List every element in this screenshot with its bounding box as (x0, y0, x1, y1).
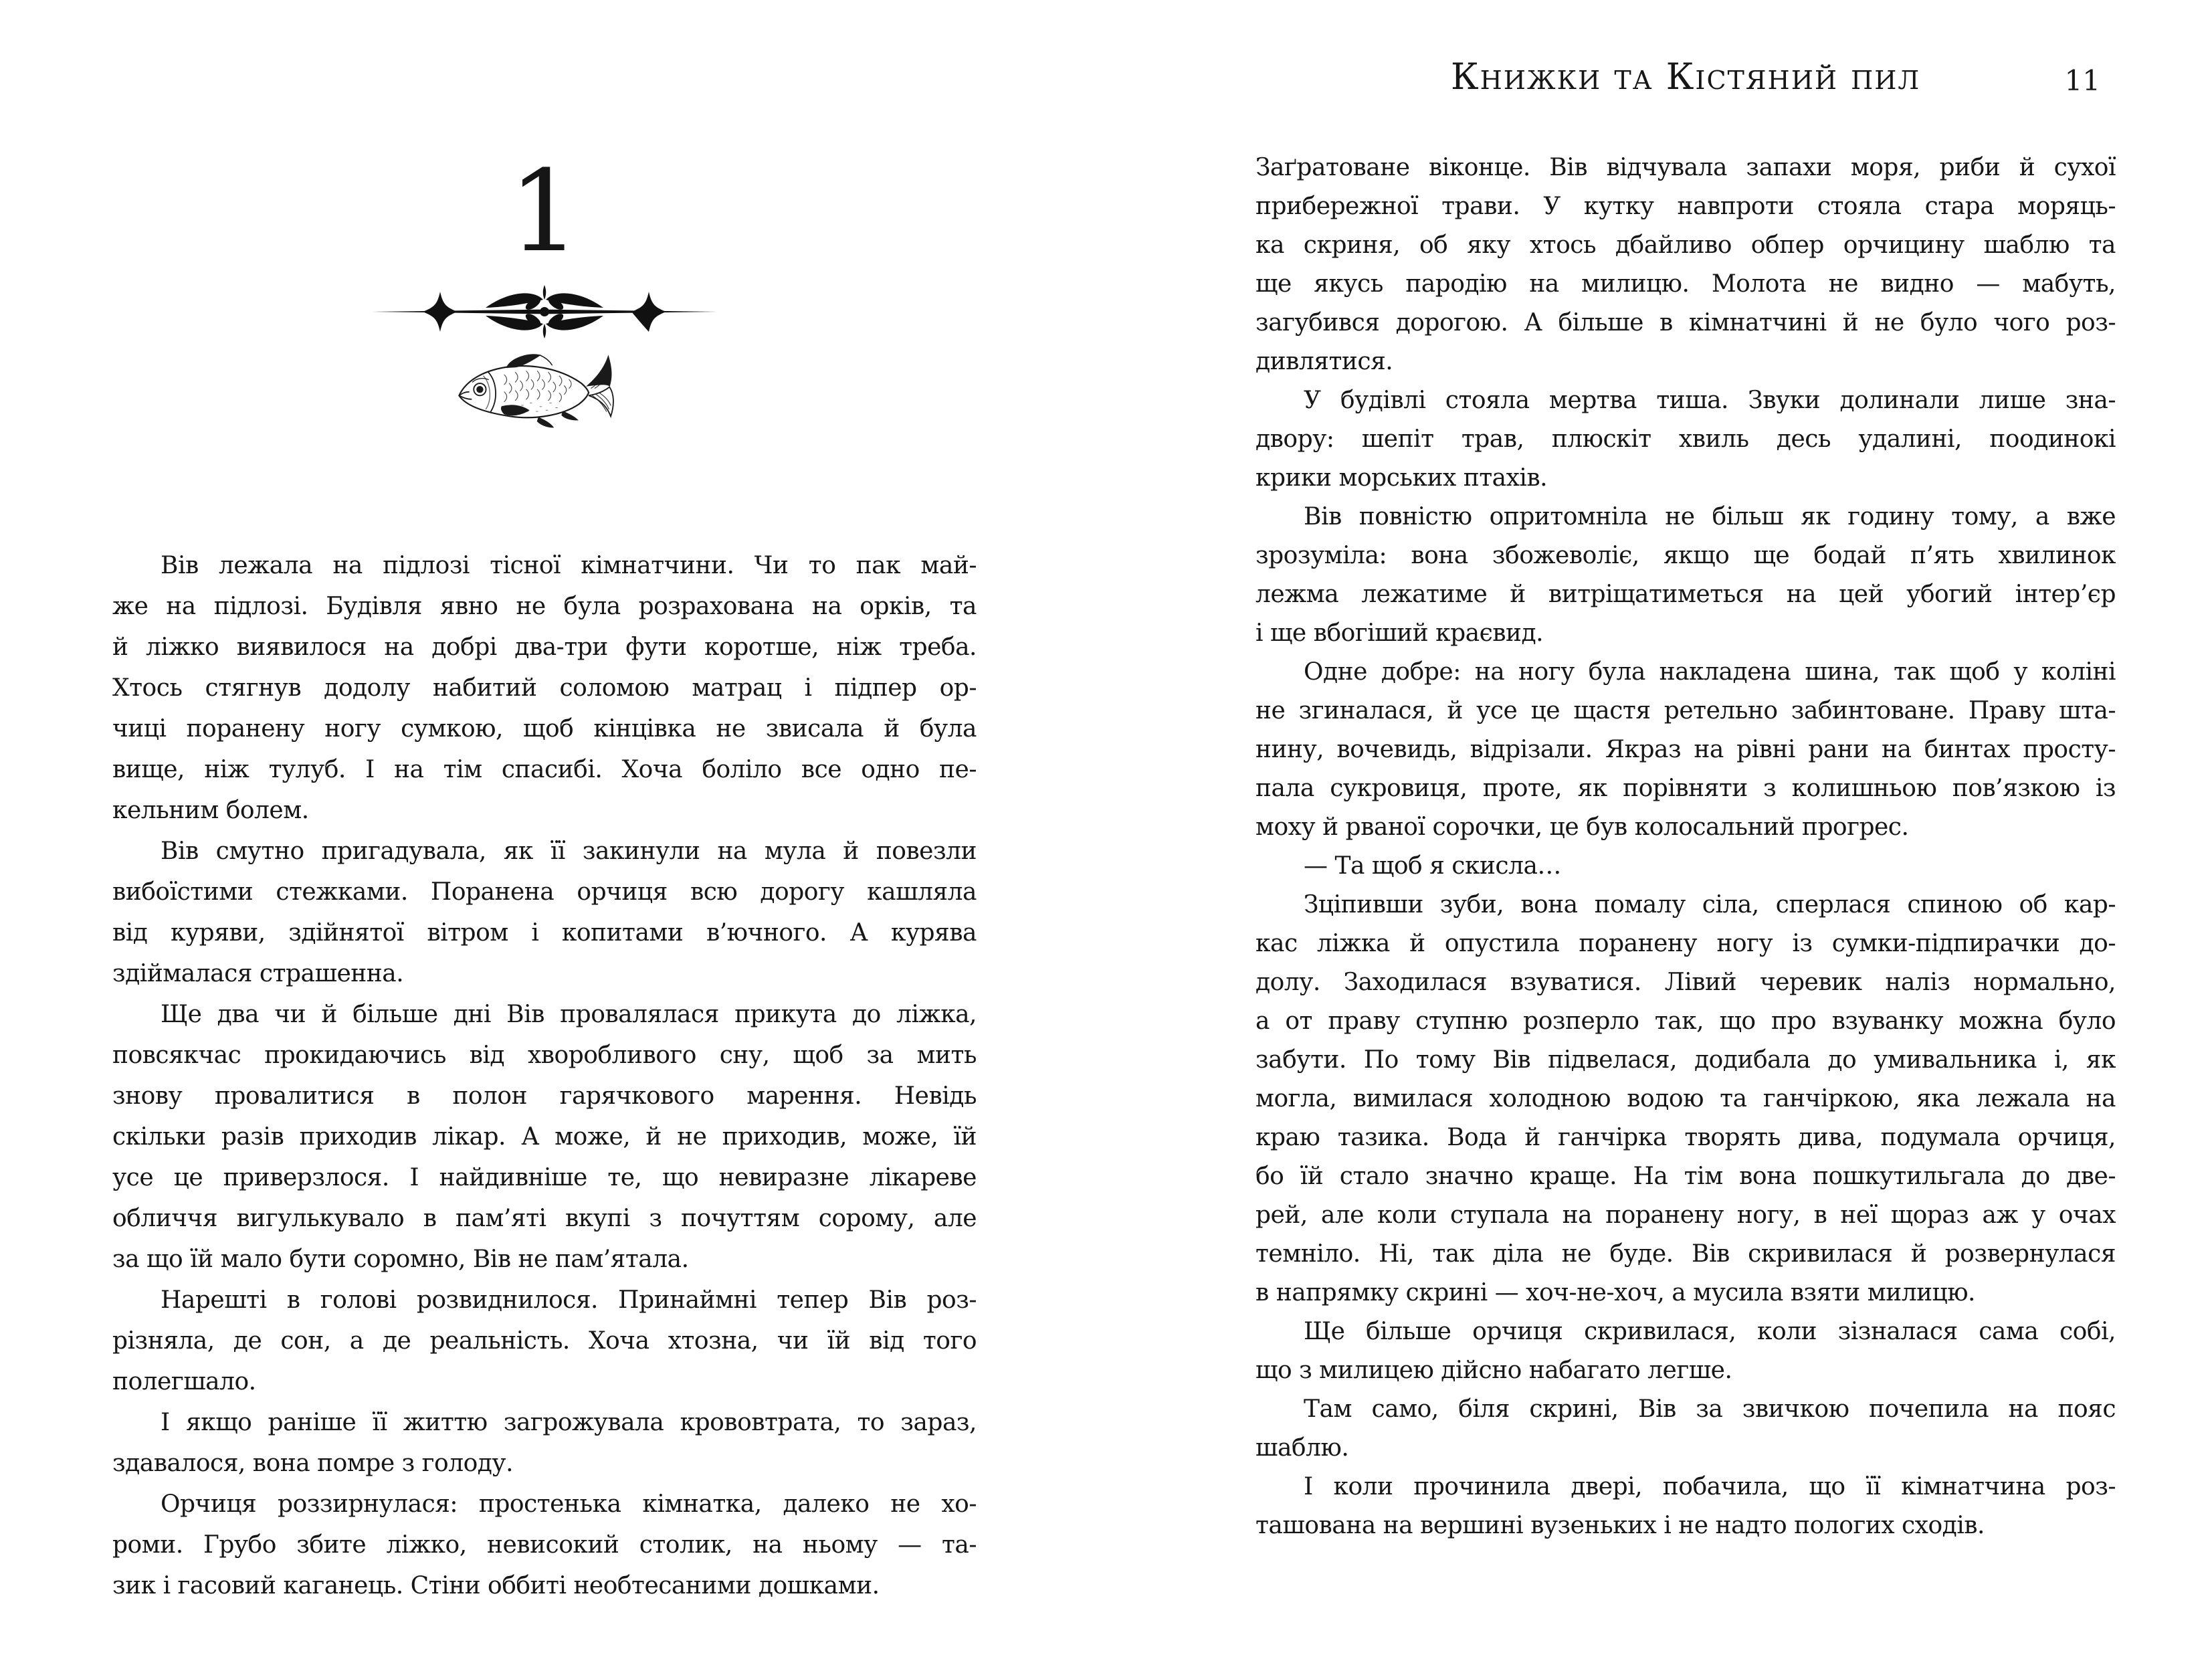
text-line: прибережної трави. У кутку навпроти стояла стара моряць- (1255, 193, 2116, 220)
text-line: шаблю. (1255, 1434, 1349, 1462)
text-line: кельним болем. (112, 797, 309, 824)
fish-illustration-icon (447, 348, 633, 433)
page-number: 11 (2064, 64, 2100, 97)
text-line: рей, але коли ступала на поранену ногу, в неї щораз аж у очах (1255, 1201, 2116, 1229)
text-line: бо їй стало значно краще. На тім вона пошкутильгала до две- (1255, 1163, 2116, 1190)
text-line: не згиналася, й усе це щастя ретельно забинтоване. Праву шта- (1255, 697, 2116, 724)
paragraph (112, 1484, 977, 1606)
text-line: й ліжко виявилося на добрі два-три фути коротше, ніж треба. (112, 633, 977, 661)
text-line: лежма лежатиме й витріщатиметься на цей убогий інтер’єр (1255, 581, 2116, 608)
text-line: моху й рваної сорочки, це був колосальний прогрес. (1255, 813, 1909, 841)
text-line: І коли прочинила двері, побачила, що її кімнатчина роз- (1304, 1473, 2116, 1500)
text-line: Ще більше орчиця скривилася, коли зізналася сама собі, (1304, 1318, 2116, 1345)
text-line: ще якусь пародію на милицю. Молота не видно — мабуть, (1255, 270, 2116, 298)
paragraph (1255, 149, 2116, 381)
text-line: Вів лежала на підлозі тісної кімнатчини. Чи то пак май- (161, 552, 977, 579)
text-line: двору: шепіт трав, плюскіт хвиль десь удалині, поодинокі (1255, 425, 2116, 453)
text-line: Заґратоване віконце. Вів відчувала запахи моря, риби й сухої (1255, 154, 2116, 181)
text-line: зрозуміла: вона збожеволіє, якщо ще бодай п’ять хвилинок (1255, 542, 2116, 569)
paragraph (112, 1402, 977, 1484)
paragraph (1255, 847, 2116, 886)
text-line: різняла, де сон, а де реальність. Хоча хтозна, чи їй від того (112, 1327, 977, 1355)
left-page-text (112, 545, 977, 1606)
text-line: темніло. Ні, так діла не буде. Вів скривилася й розвернулася (1255, 1240, 2116, 1268)
paragraph (112, 545, 977, 831)
text-line: краю тазика. Вода й ганчірка творять дива, подумала орчиця, (1255, 1124, 2116, 1151)
right-page-text (1255, 149, 2116, 1545)
text-line: Хтось стягнув додолу набитий соломою матрац і підпер ор- (112, 674, 977, 702)
text-line: загубився дорогою. А більше в кімнатчині й не було чого роз- (1255, 309, 2116, 336)
paragraph (1255, 381, 2116, 498)
text-line: усе це приверзлося. І найдивніше те, що невиразне лікареве (112, 1164, 977, 1191)
text-line: же на підлозі. Будівля явно не була розрахована на орків, та (112, 593, 977, 620)
text-line: а от праву ступню розперло так, що про взуванку можна було (1255, 1007, 2116, 1035)
text-line: дивлятися. (1255, 348, 1393, 375)
text-line: крики морських птахів. (1255, 464, 1548, 492)
paragraph (1255, 886, 2116, 1312)
text-line: Зціпивши зуби, вона помалу сіла, сперлася спиною об кар- (1304, 891, 2116, 918)
text-line: обличчя вигулькувало в пам’яті вкупі з почуттям сорому, але (112, 1205, 977, 1232)
text-line: І якщо раніше її життю загрожувала крововтрата, то зараз, (161, 1409, 977, 1436)
text-line: Вів повністю опритомніла не більш як годину тому, а вже (1304, 503, 2116, 530)
text-line: Вів смутно пригадувала, як її закинули на мула й повезли (161, 838, 977, 865)
chapter-number: 1 (508, 146, 581, 277)
paragraph (1255, 1390, 2116, 1468)
paragraph (112, 994, 977, 1280)
text-line: нину, вочевидь, відрізали. Якраз на рівні рани на бинтах просту- (1255, 736, 2116, 763)
paragraph (1255, 498, 2116, 653)
chapter-divider-ornament-icon (371, 280, 718, 344)
text-line: скільки разів приходив лікар. А може, й не приходив, може, їй (112, 1123, 977, 1151)
paragraph (1255, 1468, 2116, 1545)
paragraph (112, 831, 977, 994)
text-line: чиці поранену ногу сумкою, щоб кінцівка не звисала й була (112, 715, 977, 743)
text-line: пала сукровиця, проте, як порівняти з колишньою пов’язкою із (1255, 775, 2116, 802)
running-header: Книжки та Кістяний пил (1450, 56, 1921, 98)
text-line: полегшало. (112, 1368, 256, 1395)
text-line: долу. Заходилася взуватися. Лівий черевик наліз нормально, (1255, 969, 2116, 996)
text-line: здавалося, вона помре з голоду. (112, 1450, 514, 1477)
text-line: — Та щоб я скисла… (1304, 852, 1561, 880)
text-line: роми. Грубо збите ліжко, невисокий столик, на ньому — та- (112, 1531, 977, 1559)
text-line: забути. По тому Вів підвелася, додибала до умивальника і, як (1255, 1046, 2116, 1074)
text-line: в напрямку скрині — хоч-не-хоч, а мусила взяти милицю. (1255, 1279, 1975, 1306)
text-line: повсякчас прокидаючись від хворобливого сну, щоб за мить (112, 1042, 977, 1069)
text-line: Ще два чи й більше дні Вів провалялася прикута до ліжка, (161, 1001, 977, 1028)
text-line: за що їй мало бути соромно, Вів не пам’ятала. (112, 1246, 689, 1273)
text-line: що з милицею дійсно набагато легше. (1255, 1357, 1732, 1384)
text-line: від куряви, здійнятої вітром і копитами в’ючного. А курява (112, 919, 977, 947)
text-line: ташована на вершині вузеньких і не надто пологих сходів. (1255, 1512, 1985, 1539)
text-line: зик і гасовий каганець. Стіни оббиті необтесаними дошками. (112, 1572, 880, 1599)
text-line: Там само, біля скрині, Вів за звичкою почепила на пояс (1304, 1395, 2116, 1423)
text-line: Одне добре: на ногу була накладена шина, так щоб у коліні (1304, 658, 2116, 686)
text-line: здіймалася страшенна. (112, 960, 404, 987)
paragraph (1255, 653, 2116, 847)
paragraph (1255, 1312, 2116, 1390)
text-line: вибоїстими стежками. Поранена орчиця всю дорогу кашляла (112, 878, 977, 906)
text-line: Орчиця роззирнулася: простенька кімнатка, далеко не хо- (161, 1490, 977, 1518)
text-line: кас ліжка й опустила поранену ногу із сумки-підпирачки до- (1255, 930, 2116, 957)
text-line: могла, вимилася холодною водою та ганчіркою, яка лежала на (1255, 1085, 2116, 1112)
text-line: ка скриня, об яку хтось дбайливо обпер орчицину шаблю та (1255, 231, 2116, 259)
text-line: вище, ніж тулуб. І на тім спасибі. Хоча боліло все одно пе- (112, 756, 977, 783)
text-line: і ще вбогіший краєвид. (1255, 619, 1544, 647)
text-line: знову провалитися в полон гарячкового марення. Невідь (112, 1082, 977, 1110)
paragraph (112, 1280, 977, 1402)
text-line: Нарешті в голові розвиднилося. Принаймні тепер Вів роз- (161, 1286, 977, 1314)
text-line: У будівлі стояла мертва тиша. Звуки долинали лише зна- (1304, 387, 2116, 414)
